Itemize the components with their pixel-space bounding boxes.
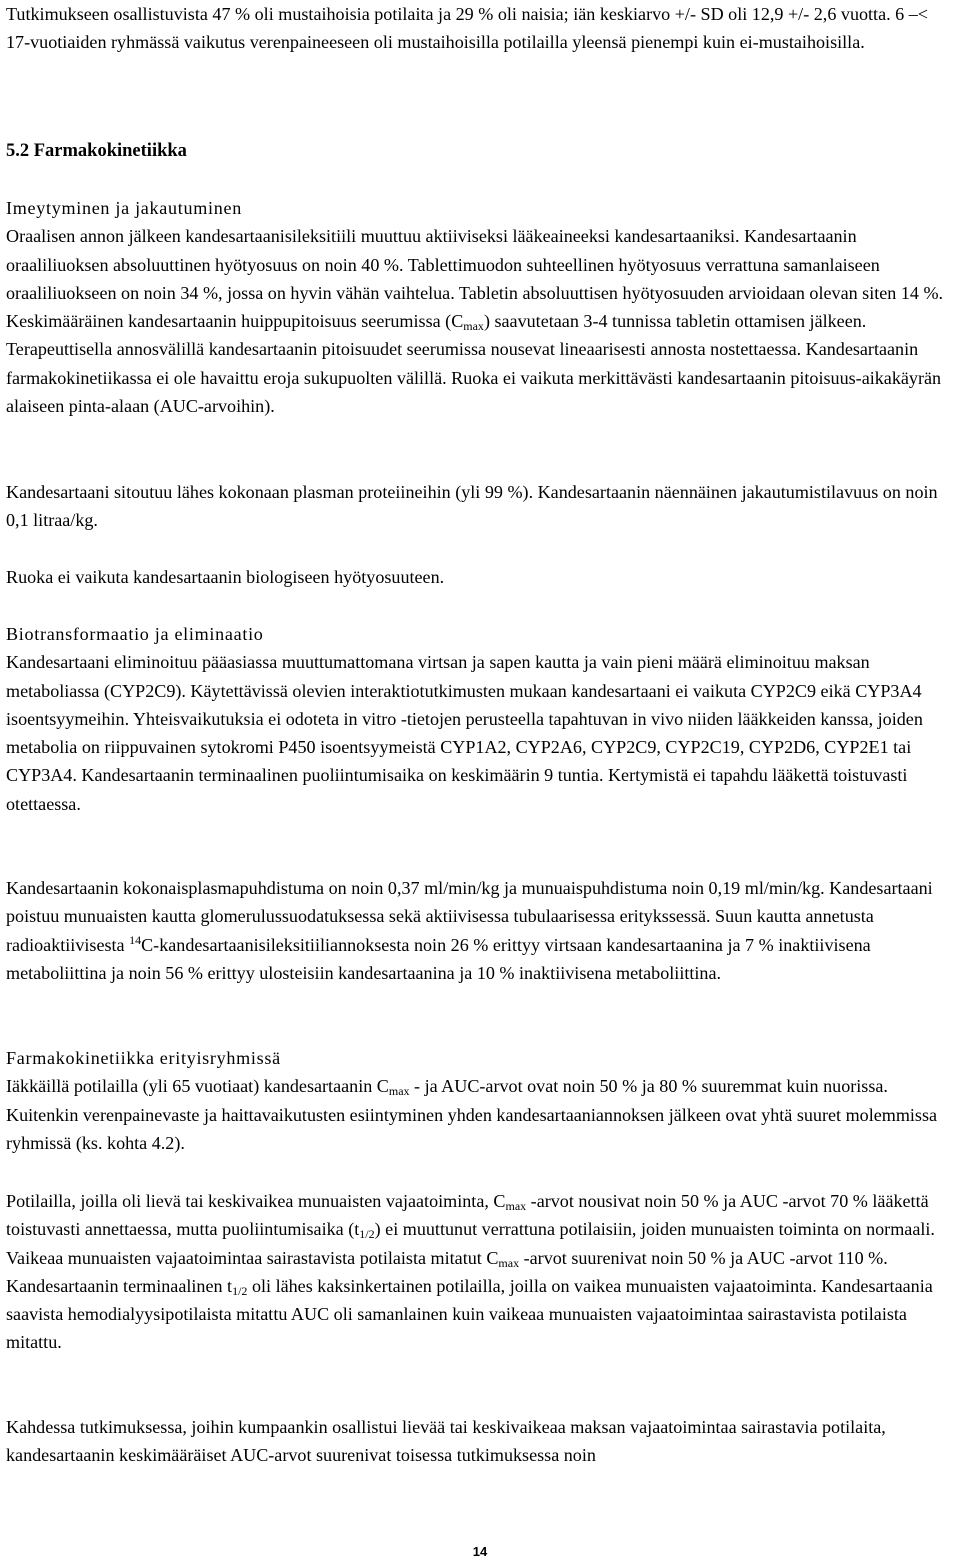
elimination-paragraph-2: Kandesartaanin kokonaisplasmapuhdistuma on noin 0,37 ml/min/kg ja munuaispuhdistuma noin 0,19 ml/min/kg. Kandesartaani poistuu munuaisten kautta glomerulussuodatuksessa sekä aktiivisessa tubulaarisessa eritykssessä. Suun kautta annetusta radioaktiivisesta $^{14}$C-kandesartaanisileksitiiliannoksesta noin 26 % erittyy virtsaan kandesartaanina ja 7 % inaktiivisena metaboliittina ja noin 56 % erittyy ulosteisiin kandesartaanina ja 10 % inaktiivisena metaboliittina.	[6, 878, 933, 983]
absorption-paragraph-1: Oraalisen annon jälkeen kandesartaanisileksitiili muuttuu aktiiviseksi lääkeaineeksi kandesartaaniksi. Kandesartaanin oraaliliuoksen absoluuttinen hyötyosuus on noin 40 %. Tablettimuodon suhteellinen hyötyosuus verrattuna samanlaiseen oraaliliuokseen on noin 34 %, jossa on hyvin vähän vaihtelua. Tabletin absoluuttisen hyötyosuuden arvioidaan olevan siten 14 %. Keskimääräinen kandesartaanin huippupitoisuus seerumissa $(C_{max})$ saavutetaan 3-4 tunnissa tabletin ottamisen jälkeen. Terapeuttisella annosvälillä kandesartaanin pitoisuudet seerumissa nousevat lineaarisesti annosta nostettaessa. Kandesartaanin farmakokinetiikassa ei ole havaittu eroja sukupuolten välillä. Ruoka ei vaikuta merkittävästi kandesartaanin pitoisuus-aikakäyrän alaiseen pinta-alaan (AUC-arvoihin).	[6, 226, 944, 417]
elimination-heading: Biotransformaatio ja eliminaatio	[6, 624, 264, 644]
section-title: 5.2 Farmakokinetiikka	[6, 141, 187, 161]
special-populations-heading: Farmakokinetiikka erityisryhmissä	[6, 1048, 281, 1068]
special-paragraph-3: Kahdessa tutkimuksessa, joihin kumpaankin osallistui lievää tai keskivaikeaa maksan vajaatoimintaa sairastavia potilaita, kandesartaanin keskimääräiset AUC-arvot suurenivat toisessa tutkimuksessa noin	[6, 1417, 886, 1466]
special-populations-section	[6, 1044, 956, 1157]
elimination-paragraph-1: Kandesartaani eliminoituu pääasiassa muuttumattomana virtsan ja sapen kautta ja vain pieni määrä eliminoituu maksan metaboliassa (CYP2C9). Käytettävissä olevien interaktiotutkimusten mukaan kandesartaani ei vaikuta CYP2C9 eikä CYP3A4 isoentsyymeihin. Yhteisvaikutuksia ei odoteta in vitro -tietojen perusteella tapahtuvan in vivo niiden lääkkeiden kanssa, joiden metabolia on riippuvainen sytokromi P450 isoentsyymeistä CYP1A2, CYP2A6, CYP2C9, CYP2C19, CYP2D6, CYP2E1 tai CYP3A4. Kandesartaanin terminaalinen puoliintumisaika on keskimäärin 9 tuntia. Kertymistä ei tapahdu lääkettä toistuvasti otettaessa.	[6, 652, 923, 814]
elimination-section	[6, 620, 956, 818]
absorption-heading: Imeytyminen ja jakautuminen	[6, 198, 242, 218]
intro-paragraph: Tutkimukseen osallistuvista 47 % oli mustaihoisia potilaita ja 29 % oli naisia; iän keskiarvo +/- SD oli 12,9 +/- 2,6 vuotta. 6 –< 17-vuotiaiden ryhmässä vaikutus verenpaineeseen oli mustaihoisilla potilailla yleensä pienempi kuin ei-mustaihoisilla.	[6, 4, 928, 53]
special-paragraph-2: Potilailla, joilla oli lievä tai keskivaikea munuaisten vajaatoiminta, $C_{max}$ -arvot nousivat noin 50 % ja AUC -arvot 70 % lääkettä toistuvasti annettaessa, mutta puoliintumisaika $(t_{1/2})$ ei muuttunut verrattuna potilaisiin, joiden munuaisten toiminta on normaali. Vaikeaa munuaisten vajaatoimintaa sairastavista potilaista mitatut $C_{max}$ -arvot suurenivat noin 50 % ja AUC -arvot 110 %. Kandesartaanin terminaalinen $t_{1/2}$ oli lähes kaksinkertainen potilailla, joilla on vaikea munuaisten vajaatoiminta. Kandesartaania saavista hemodialyysipotilaista mitattu AUC oli samanlainen kuin vaikeaa munuaisten vajaatoimintaa sairastavista potilaista mitattu.	[6, 1191, 935, 1353]
special-paragraph-1: Iäkkäillä potilailla (yli 65 vuotiaat) kandesartaanin $C_{max}$ - ja AUC-arvot ovat noin 50 % ja 80 % suuremmat kuin nuorissa. Kuitenkin verenpainevaste ja haittavaikutusten esiintyminen yhden kandesartaaniannoksen jälkeen ovat yhtä suuret molemmissa ryhmissä (ks. kohta 4.2).	[6, 1076, 938, 1153]
absorption-paragraph-3: Ruoka ei vaikuta kandesartaanin biologiseen hyötyosuuteen.	[6, 567, 445, 587]
absorption-paragraph-2: Kandesartaani sitoutuu lähes kokonaan plasman proteiineihin (yli 99 %). Kandesartaanin näennäinen jakautumistilavuus on noin 0,1 litraa/kg.	[6, 482, 938, 531]
absorption-section	[6, 194, 956, 420]
page-number: 14	[472, 1544, 488, 1559]
